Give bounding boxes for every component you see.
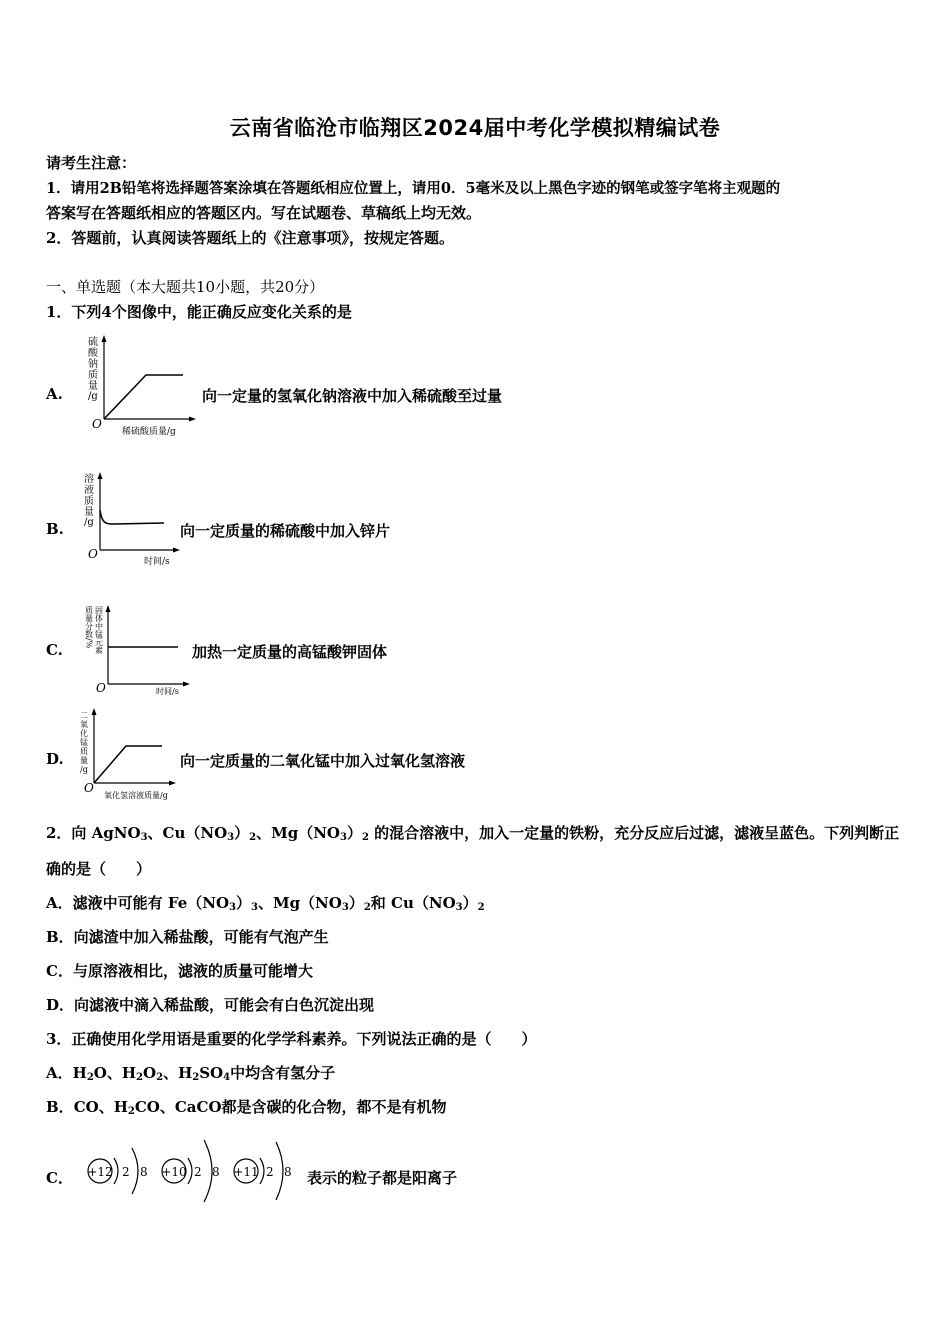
- ion-2-shell-2: 8: [212, 1165, 220, 1179]
- ion-3-shell-2: 8: [284, 1165, 292, 1179]
- notice-heading: 请考生注意：: [46, 154, 137, 172]
- q1-d-xlabel: 氧化氢溶液质量/g: [104, 791, 168, 800]
- q1-c-ylabel-1: 固体中锰元素: [94, 606, 104, 654]
- q1-option-d-label: D.: [46, 750, 64, 768]
- section-heading: 一、单选题（本大题共10小题，共20分）: [46, 278, 325, 296]
- q3-option-c-text: 表示的粒子都是阳离子: [307, 1169, 458, 1187]
- q1-d-ylabel: 二 氧 化 锰 质 量 /g: [80, 711, 88, 774]
- q1-option-a-graph: [80, 333, 200, 438]
- q1-b-ylabel: 溶 液 质 量 /g: [84, 474, 94, 528]
- q1-c-ylabel-2: 质量分数/%: [84, 606, 94, 649]
- q3-ion-diagrams: [82, 1136, 304, 1208]
- q3-option-a: A．$H_2O$、$H_2O_2$、$H_2SO_4$中均含有氢分子: [46, 1064, 336, 1083]
- q2-stem-line2: 确的是（ ）: [46, 860, 152, 878]
- q1-option-b-label: B.: [46, 520, 64, 538]
- q1-c-origin: O: [96, 681, 106, 695]
- ion-2-shell-1: 2: [194, 1165, 202, 1179]
- q2-option-d: D．向滤液中滴入稀盐酸，可能会有白色沉淀出现: [46, 996, 375, 1014]
- q2-option-b: B．向滤渣中加入稀盐酸，可能有气泡产生: [46, 928, 329, 946]
- q1-option-c-text: 加热一定质量的高锰酸钾固体: [192, 643, 388, 661]
- ion-1-shell-1: 2: [122, 1165, 130, 1179]
- notice-line-1: 1．请用2B铅笔将选择题答案涂填在答题纸相应位置上，请用0．5毫米及以上黑色字迹的钢笔或签字笔将主观题的: [46, 180, 781, 197]
- q1-option-a-label: A.: [46, 385, 63, 403]
- ion-1-nucleus: +12: [87, 1165, 113, 1179]
- q1-option-a-text: 向一定量的氢氧化钠溶液中加入稀硫酸至过量: [202, 387, 503, 405]
- ion-2-nucleus: +10: [161, 1165, 187, 1179]
- q1-option-b-graph: [78, 468, 188, 568]
- ion-1-shell-2: 8: [140, 1165, 148, 1179]
- notice-line-3: 2．答题前，认真阅读答题纸上的《注意事项》，按规定答题。: [46, 229, 454, 247]
- ion-structure-1: [87, 1148, 147, 1194]
- q1-option-b-text: 向一定质量的稀硫酸中加入锌片: [180, 522, 391, 540]
- ion-3-nucleus: +11: [233, 1165, 259, 1179]
- q1-b-origin: O: [88, 547, 98, 561]
- ion-3-shell-1: 2: [266, 1165, 274, 1179]
- q1-a-origin: O: [92, 417, 102, 431]
- q1-d-origin: O: [84, 781, 94, 795]
- q2-stem: 2．向 AgNO$_3$、$Cu(NO_3)_2$、$Mg(NO_3)_2$ 的混合溶液中，加入一定量的铁粉，充分反应后过滤，滤液呈蓝色。下列判断正: [46, 824, 900, 843]
- notice-line-2: 答案写在答题纸相应的答题区内。写在试题卷、草稿纸上均无效。: [46, 204, 482, 222]
- q3-stem: 3．正确使用化学用语是重要的化学学科素养。下列说法正确的是（ ）: [46, 1030, 537, 1048]
- q2-option-a: A．滤液中可能有 $Fe(NO_3)_3$、$Mg(NO_3)_2$和 $Cu(NO_3)_2$: [46, 894, 485, 913]
- q1-option-d-text: 向一定质量的二氧化锰中加入过氧化氢溶液: [180, 752, 466, 770]
- q1-option-d-graph: [76, 706, 186, 802]
- q1-a-ylabel: 硫 酸 钠 质 量 /g: [88, 337, 98, 402]
- ion-structure-2: [161, 1140, 219, 1202]
- q3-option-c-label: C．: [46, 1169, 73, 1187]
- q1-stem: 1．下列4个图像中，能正确反应变化关系的是: [46, 303, 352, 321]
- q1-option-c-label: C.: [46, 641, 63, 659]
- q1-c-xlabel: 时间/s: [156, 687, 179, 696]
- q2-option-c: C．与原溶液相比，滤液的质量可能增大: [46, 962, 313, 980]
- page-title: 云南省临沧市临翔区2024届中考化学模拟精编试卷: [229, 116, 721, 140]
- q1-b-xlabel: 时间/s: [144, 557, 170, 567]
- q1-option-c-graph: [84, 600, 194, 697]
- q3-option-b: B．CO、$H_2CO$、CaCO都是含碳的化合物，都不是有机物: [46, 1098, 447, 1117]
- q1-a-xlabel: 稀硫酸质量/g: [122, 427, 176, 437]
- ion-structure-3: [233, 1142, 291, 1200]
